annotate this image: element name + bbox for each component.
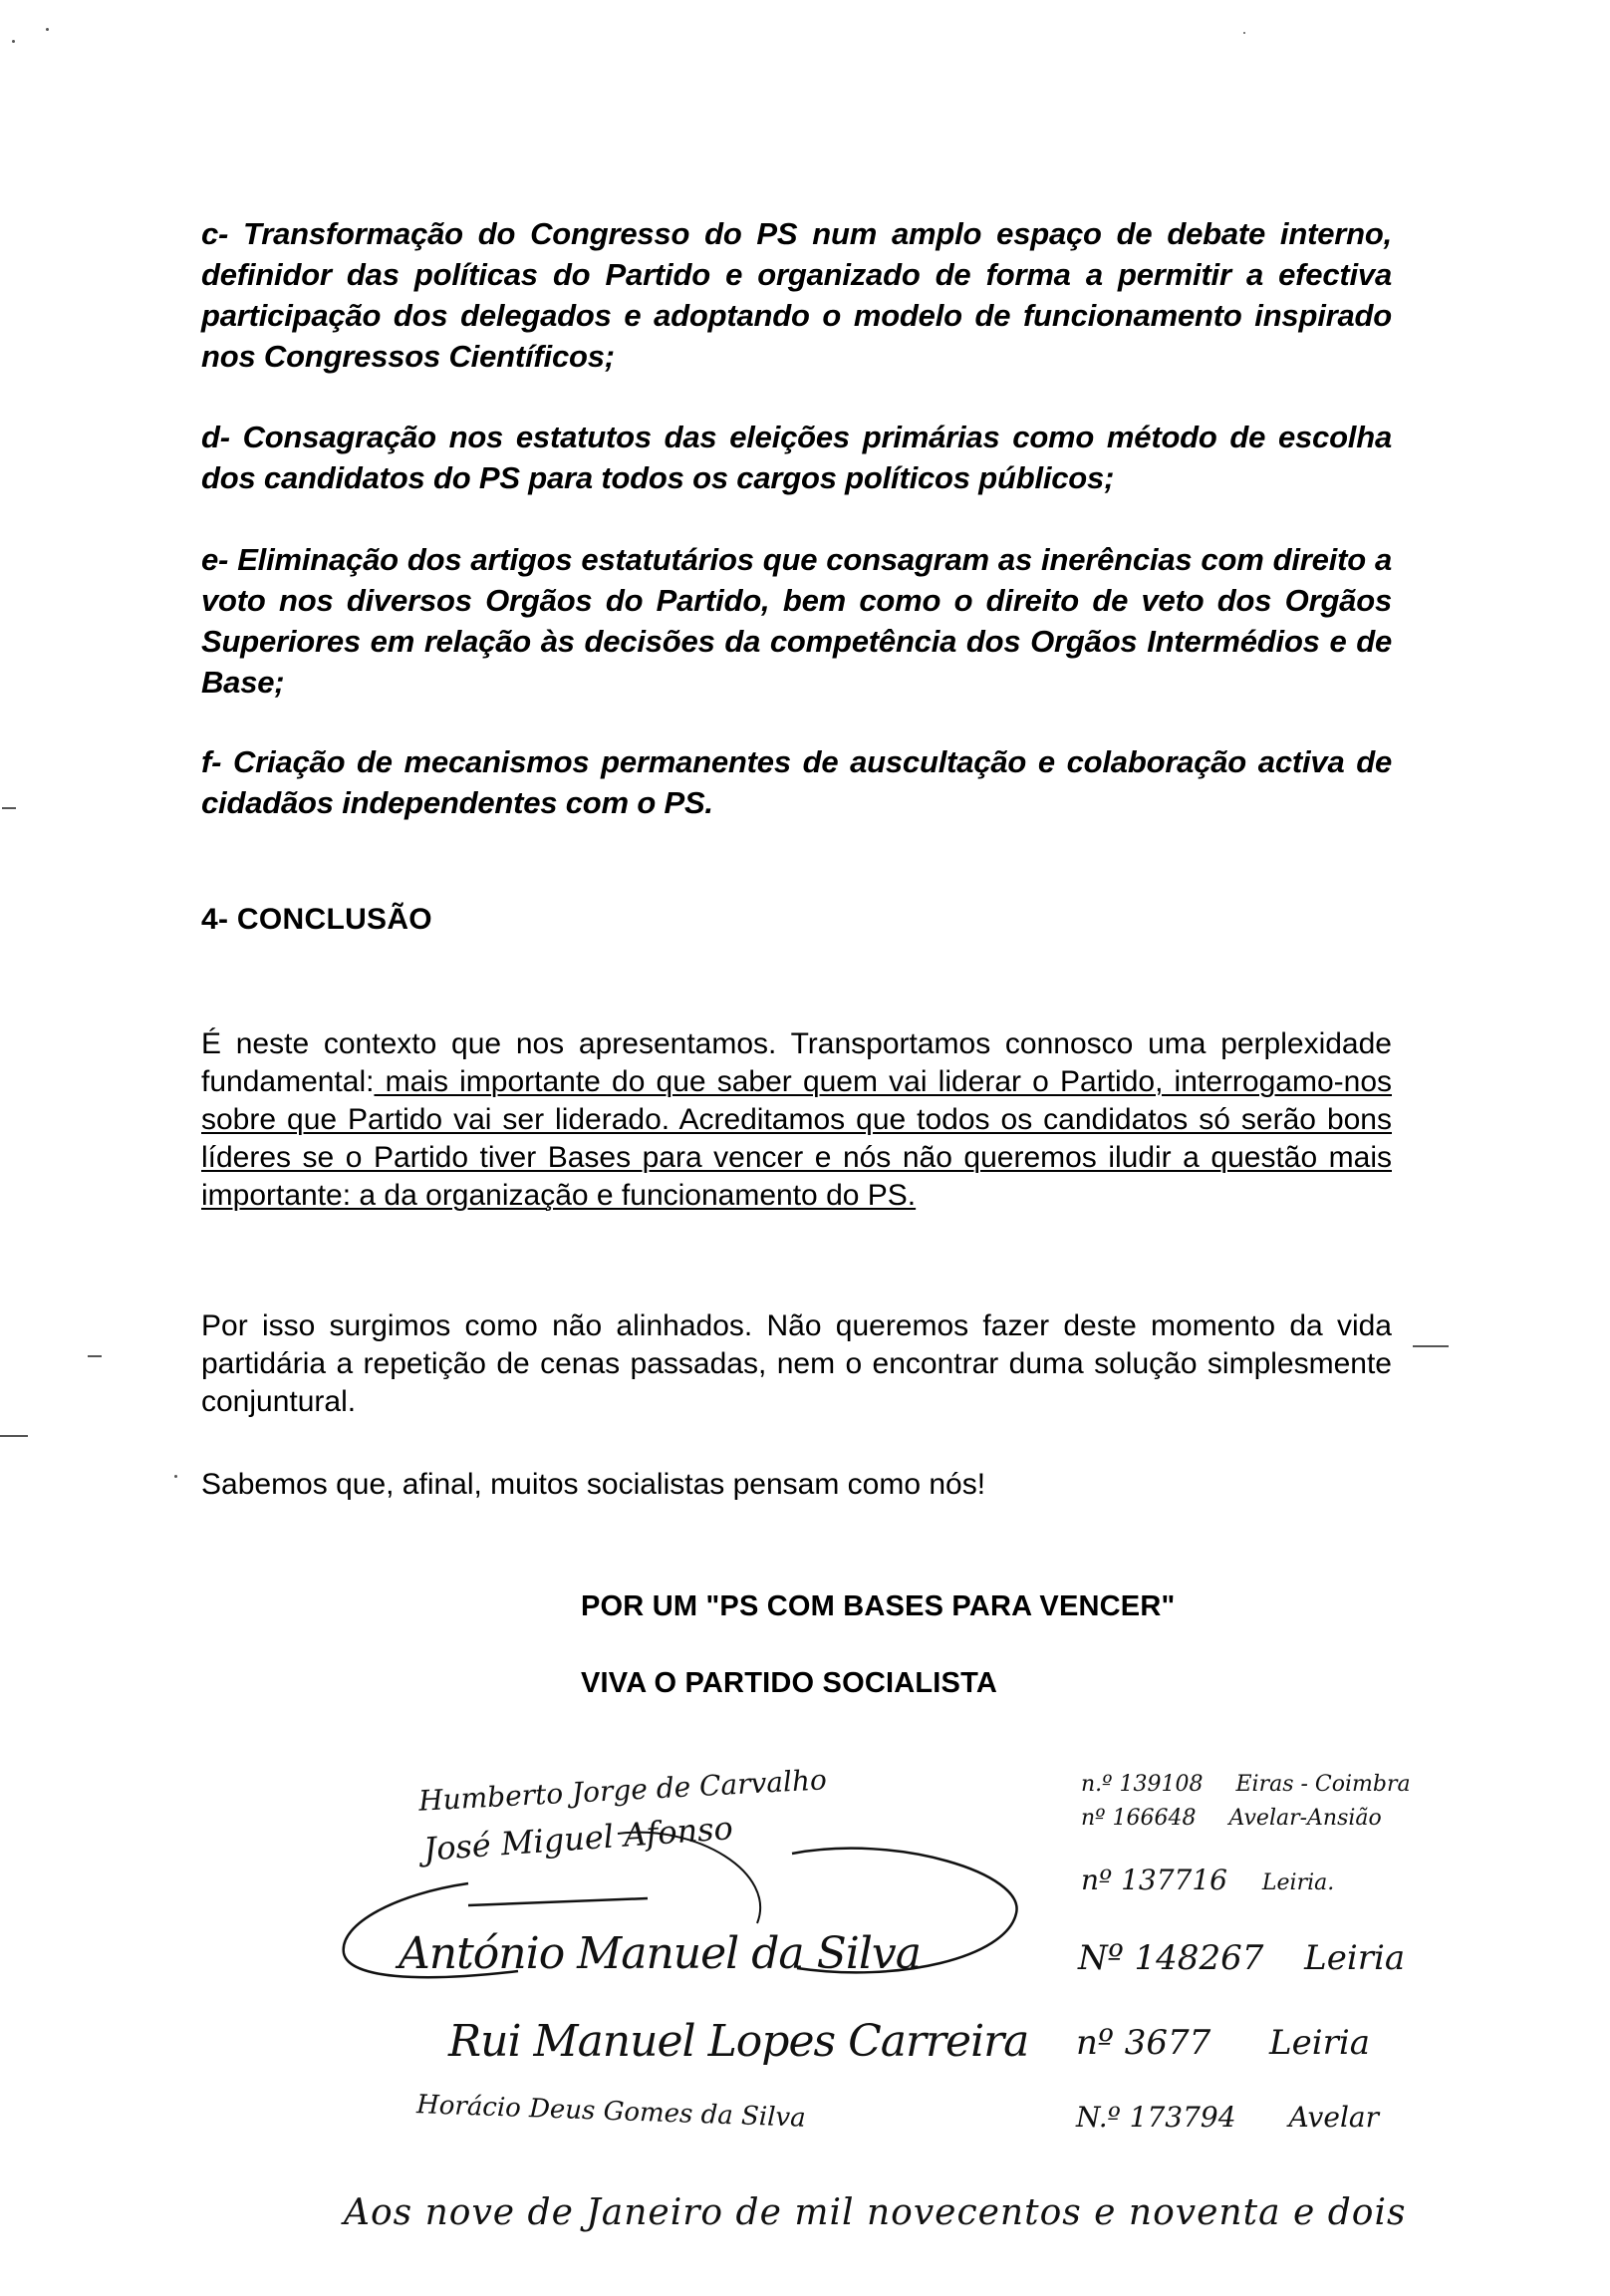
signature-strike-stroke (468, 1898, 648, 1905)
scan-speck (2, 807, 16, 809)
signature-3: António Manuel da Silva (399, 1928, 921, 1979)
signature-4: Rui Manuel Lopes Carreira (448, 2016, 1029, 2067)
member-number: nº 3677 (1076, 2023, 1211, 2063)
member-place: Avelar (1288, 2101, 1379, 2134)
scan-speck (46, 28, 49, 31)
slogan-line-1: POR UM "PS COM BASES PARA VENCER" (581, 1590, 1176, 1622)
member-place: Eiras - Coimbra (1235, 1772, 1411, 1797)
scan-speck (1413, 1345, 1449, 1347)
member-place: Leiria (1304, 1938, 1406, 1978)
conclusion-underlined: mais importante do que saber quem vai liderar o Partido, interrogamo-nos sobre que Partido vai ser liderado. Acreditamos que todos os candidatos só serão bons líderes se o Partido tiver Bases para vencer e nós não queremos iludir a questão mais importante: a da organização e funcionamento do PS. (201, 1065, 1392, 1212)
member-entry-1 (1081, 1772, 1411, 1797)
member-entry-5 (1076, 2023, 1370, 2063)
scan-speck (1243, 32, 1245, 34)
member-number: nº 137716 (1081, 1864, 1227, 1896)
slogan-line-2: VIVA O PARTIDO SOCIALISTA (581, 1667, 997, 1699)
conclusion-paragraph-3: Sabemos que, afinal, muitos socialistas pensam como nós! (201, 1468, 986, 1501)
member-entry-2 (1081, 1806, 1382, 1831)
scan-speck (174, 1475, 177, 1478)
scan-speck (12, 40, 15, 43)
member-place: Leiria. (1261, 1870, 1335, 1895)
member-entry-3 (1081, 1864, 1334, 1896)
scan-speck (0, 1435, 28, 1437)
member-entry-6 (1076, 2101, 1379, 2134)
conclusion-paragraph-2: Por isso surgimos como não alinhados. Não queremos fazer deste momento da vida partidária a repetição de cenas passadas, nem o encontrar duma solução simplesmente conjuntural. (201, 1309, 1392, 1418)
paragraph-e: e- Eliminação dos artigos estatutários que consagram as inerências com direito a voto nos diversos Orgãos do Partido, bem como o direito de veto dos Orgãos Superiores em relação às decisões da competência dos Orgãos Intermédios e de Base; (201, 542, 1392, 700)
member-place: Leiria (1269, 2023, 1371, 2063)
member-entry-4 (1078, 1938, 1405, 1978)
signature-1: Humberto Jorge de Carvalho (417, 1763, 828, 1818)
member-place: Avelar-Ansião (1228, 1806, 1382, 1831)
member-number: n.º 139108 (1081, 1772, 1204, 1797)
section-heading: 4- CONCLUSÃO (201, 903, 432, 936)
conclusion-paragraph (201, 1025, 1392, 1215)
paragraph-f: f- Criação de mecanismos permanentes de auscultação e colaboração activa de cidadãos independentes com o PS. (201, 744, 1392, 820)
member-number: N.º 173794 (1076, 2101, 1236, 2134)
paragraph-c: c- Transformação do Congresso do PS num amplo espaço de debate interno, definidor das políticas do Partido e organizado de forma a permitir a efectiva participação dos delegados e adoptando o modelo de funcionamento inspirado nos Congressos Científicos; (201, 216, 1392, 374)
signature-5: Horácio Deus Gomes da Silva (415, 2090, 807, 2134)
signature-2: José Miguel Afonso (422, 1809, 734, 1868)
scan-speck (88, 1355, 102, 1357)
member-number: Nº 148267 (1078, 1938, 1264, 1978)
conclusion-intro: É neste contexto que nos apresentamos. Transportamos connosco uma perplexidade fundamental: (201, 1027, 1392, 1098)
handwritten-date: Aos nove de Janeiro de mil novecentos e noventa e dois (344, 2192, 1407, 2233)
member-number: nº 166648 (1081, 1806, 1197, 1831)
paragraph-d: d- Consagração nos estatutos das eleições primárias como método de escolha dos candidatos do PS para todos os cargos políticos públicos; (201, 420, 1392, 495)
